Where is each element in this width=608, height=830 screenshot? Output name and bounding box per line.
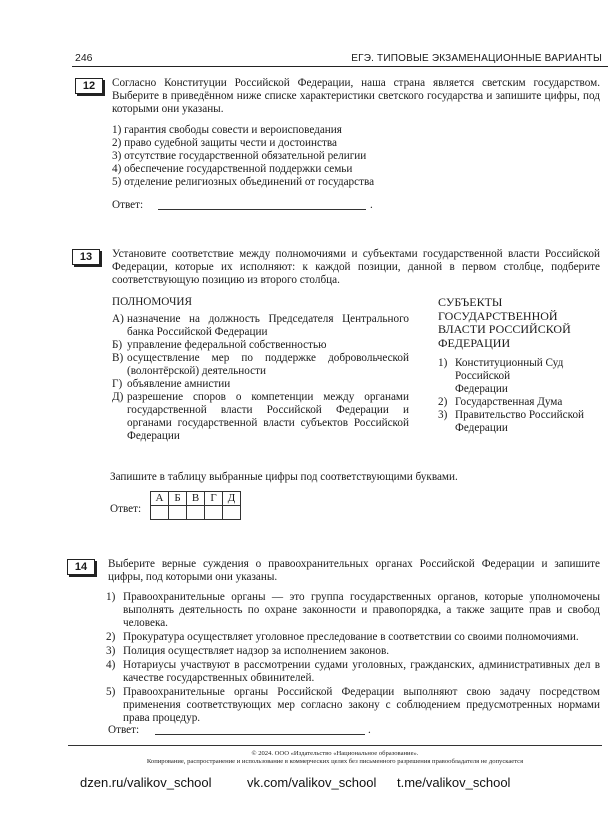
item-text: объявление амнистии xyxy=(127,378,231,390)
item-letter: Г) xyxy=(112,378,123,390)
list-item xyxy=(112,391,409,443)
answer-table-cell[interactable] xyxy=(169,506,187,520)
item-text: Правоохранительные органы — это группа государственных органов, которые уполномочены выполнять деятельность по охране законности и правопорядка, а также защите прав и свобод человека. xyxy=(123,591,600,629)
item-text: разрешение споров о компетенции между органами государственной власти Российской Федерации и органами государственной власти субъектов Российской Федерации xyxy=(127,391,409,442)
question-13-number: 13 xyxy=(72,249,100,265)
answer-table-cell[interactable] xyxy=(187,506,205,520)
link-telegram[interactable]: t.me/valikov_school xyxy=(397,775,511,790)
question-14-answer-line[interactable] xyxy=(155,734,365,735)
question-14-number: 14 xyxy=(67,559,95,575)
option: 1) гарантия свободы совести и вероисповедания xyxy=(112,124,342,136)
item-text: Государственная Дума xyxy=(455,396,563,408)
answer-table-header: В xyxy=(187,492,205,506)
question-14-prompt: Выберите верные суждения о правоохранительных органах Российской Федерации и запишите цифры, под которыми они указаны. xyxy=(108,558,600,583)
item-text: Конституционный Суд Российской Федерации xyxy=(455,357,564,395)
list-item xyxy=(112,339,409,352)
item-number: 4) xyxy=(106,659,116,671)
answer-table-header: А xyxy=(151,492,169,506)
item-number: 3) xyxy=(106,645,116,657)
item-number: 1) xyxy=(438,357,448,369)
footer-notice: Копирование, распространение и использование в коммерческих целях без письменного разрешения правообладателя не допускается xyxy=(146,758,524,765)
link-dzen[interactable]: dzen.ru/valikov_school xyxy=(80,775,212,790)
item-number: 2) xyxy=(106,631,116,643)
answer-table-header: Г xyxy=(205,492,223,506)
answer-table xyxy=(150,491,241,520)
list-item xyxy=(438,409,598,435)
book-title: ЕГЭ. ТИПОВЫЕ ЭКЗАМЕНАЦИОННЫЕ ВАРИАНТЫ xyxy=(351,53,602,64)
item-text: осуществление мер по поддержке добровольческой (волонтёрской) деятельности xyxy=(127,352,409,377)
item-text: назначение на должность Председателя Центрального банка Российской Федерации xyxy=(127,313,409,338)
answer-table-cell[interactable] xyxy=(151,506,169,520)
option: 5) отделение религиозных объединений от государства xyxy=(112,176,375,188)
list-item xyxy=(112,313,409,339)
list-item xyxy=(106,686,600,725)
left-column-heading: ПОЛНОМОЧИЯ xyxy=(112,296,192,308)
option: 2) право судебной защиты чести и достоинства xyxy=(112,137,337,149)
question-12-number: 12 xyxy=(75,78,103,94)
item-letter: Д) xyxy=(112,391,124,403)
link-vk[interactable]: vk.com/valikov_school xyxy=(247,775,377,790)
item-text: Нотариусы участвуют в рассмотрении судами уголовных, гражданских, административных дел в качестве государственных обвинителей. xyxy=(123,659,600,684)
item-number: 1) xyxy=(106,591,116,603)
list-item xyxy=(438,357,598,396)
header-rule xyxy=(72,66,608,67)
item-letter: А) xyxy=(112,313,124,325)
question-14-text xyxy=(108,558,600,584)
question-13-instruction: Запишите в таблицу выбранные цифры под соответствующими буквами. xyxy=(110,471,458,483)
item-letter: В) xyxy=(112,352,124,364)
item-text: Полиция осуществляет надзор за исполнением законов. xyxy=(123,645,390,657)
left-column-items xyxy=(112,313,409,443)
option: 4) обеспечение государственной поддержки семьи xyxy=(112,163,353,175)
footer-copyright: © 2024. ООО «Издательство «Национальное образование». xyxy=(251,750,419,757)
item-number: 5) xyxy=(106,686,116,698)
question-12-answer-label: Ответ: xyxy=(112,199,144,211)
question-13-prompt: Установите соответствие между полномочиями и субъектами государственной власти Российской Федерации, которые их исполняют: к каждой позиции, данной в первом столбце, подберите соответствующую позицию из второго столбца. xyxy=(112,248,600,286)
answer-period: . xyxy=(370,199,373,211)
item-text: Прокуратура осуществляет уголовное преследование в соответствии со своими полномочиями. xyxy=(123,631,579,643)
list-item xyxy=(112,352,409,378)
answer-table-cell[interactable] xyxy=(205,506,223,520)
list-item xyxy=(106,631,600,644)
question-14-options xyxy=(106,591,600,725)
answer-table-header: Б xyxy=(169,492,187,506)
answer-table-header: Д xyxy=(223,492,241,506)
item-letter: Б) xyxy=(112,339,123,351)
option: 3) отсутствие государственной обязательной религии xyxy=(112,150,367,162)
item-number: 2) xyxy=(438,396,448,408)
item-text: Правоохранительные органы Российской Федерации выполняют свою задачу посредством применения соответствующих мер согласно закону с соблюдением предусмотренных нормами права процедур. xyxy=(123,686,600,724)
answer-table-cell[interactable] xyxy=(223,506,241,520)
item-text: управление федеральной собственностью xyxy=(127,339,327,351)
question-12-options xyxy=(112,124,374,189)
question-13-answer-label: Ответ: xyxy=(110,503,142,515)
question-12-text xyxy=(112,77,600,116)
answer-period: . xyxy=(368,724,371,736)
question-14-answer-label: Ответ: xyxy=(108,724,140,736)
footer-rule xyxy=(68,745,602,746)
item-text: Правительство Российской Федерации xyxy=(455,409,585,434)
question-13-text xyxy=(112,248,600,287)
right-column-items xyxy=(438,357,598,435)
question-12-answer-line[interactable] xyxy=(158,209,366,210)
list-item xyxy=(112,378,409,391)
list-item xyxy=(438,396,598,409)
right-column-heading: СУБЪЕКТЫ ГОСУДАРСТВЕННОЙ ВЛАСТИ РОССИЙСКОЙ ФЕДЕРАЦИИ xyxy=(438,295,571,350)
item-number: 3) xyxy=(438,409,448,421)
list-item xyxy=(106,591,600,630)
question-12-prompt: Согласно Конституции Российской Федерации, наша страна является светским государством. Выберите в приведённом ниже списке характеристики светского государства и запишите цифры, под которыми они указаны. xyxy=(112,77,600,115)
page-number: 246 xyxy=(75,52,93,64)
list-item xyxy=(106,645,600,658)
list-item xyxy=(106,659,600,685)
